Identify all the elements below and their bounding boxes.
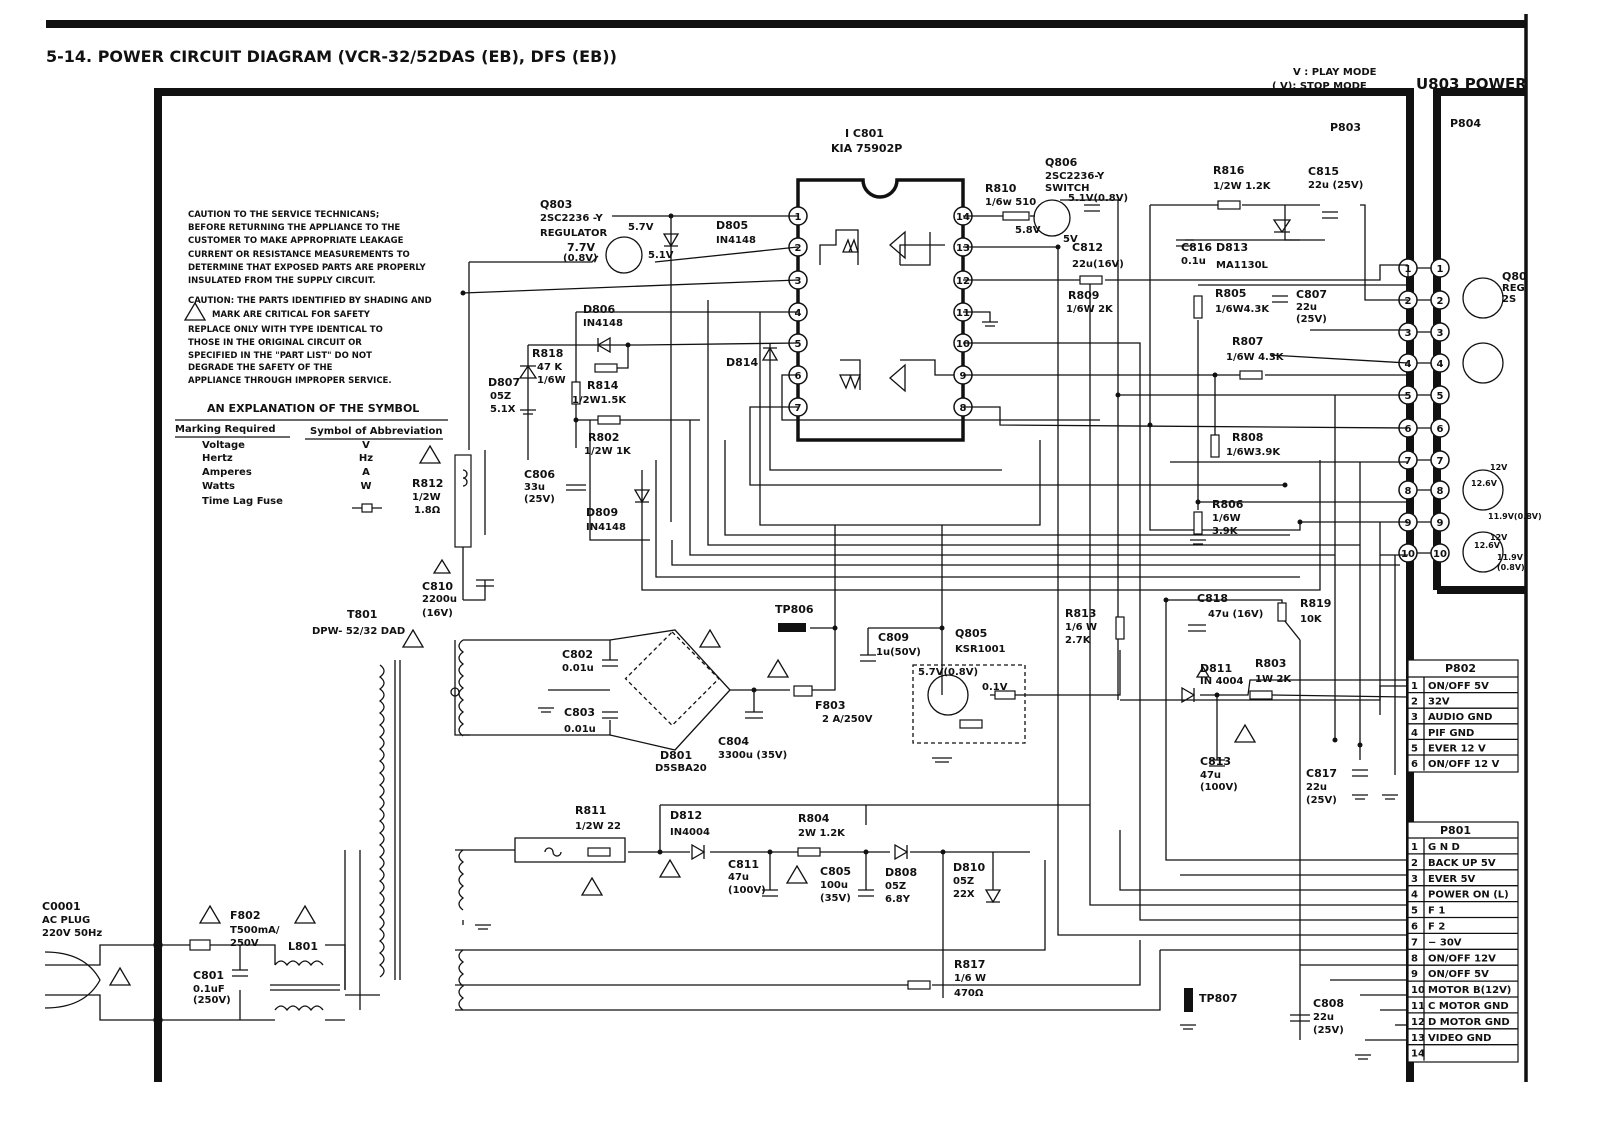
component-value: 5.8V	[1015, 225, 1041, 236]
component-ref: 7.7V	[567, 241, 595, 254]
p801-signal: F 1	[1428, 905, 1446, 917]
component-value: 5V	[1063, 234, 1078, 245]
component-ref: L801	[288, 940, 318, 953]
component-ref: D812	[670, 809, 703, 822]
component-ref: C810	[422, 580, 454, 593]
ic801-pin-number: 10	[956, 339, 970, 350]
p801-pin: 5	[1411, 905, 1418, 917]
component-value: (25V)	[524, 494, 555, 505]
component-ref: C811	[728, 858, 760, 871]
component-ref: TP807	[1199, 992, 1238, 1005]
component-value: (100V)	[1200, 782, 1238, 793]
component-ref: C802	[562, 648, 594, 661]
component-value: MA1130L	[1216, 260, 1268, 271]
component-value: 100u	[820, 880, 848, 891]
component-value: KSR1001	[955, 644, 1006, 655]
ic801-pin-number: 5	[794, 339, 802, 350]
component-value: (25V)	[1296, 314, 1327, 325]
p801-pin: 6	[1411, 921, 1418, 933]
component-value: 47u (16V)	[1208, 609, 1264, 620]
component-value: 2 A/250V	[822, 714, 873, 725]
p801-pin: 14	[1411, 1048, 1425, 1060]
component-value: 0.1V	[982, 682, 1008, 693]
component-value: 3300u (35V)	[718, 750, 788, 761]
component-value: 0.1u	[1181, 256, 1206, 267]
ic801-pin-number: 4	[794, 308, 802, 319]
component-ref: C805	[820, 865, 852, 878]
component-ref: 12V	[1490, 533, 1508, 542]
component-ref: R806	[1212, 498, 1244, 511]
ic801-pin-number: 2	[794, 243, 802, 254]
component-ref: R813	[1065, 607, 1097, 620]
component-ref: C818	[1197, 592, 1229, 605]
ic801	[798, 127, 963, 440]
component-ref: D805	[716, 219, 749, 232]
component-ref: R803	[1255, 657, 1287, 670]
component-ref: Q806	[1045, 156, 1078, 169]
component-ref: C803	[564, 706, 596, 719]
caution-line: SPECIFIED IN THE "PART LIST" DO NOT	[188, 351, 372, 361]
p802-signal: ON/OFF 12 V	[1428, 759, 1500, 770]
p801-signal: C MOTOR GND	[1428, 1001, 1509, 1012]
component-value: IN4148	[583, 318, 623, 329]
p803-pin-number: 3	[1404, 328, 1412, 339]
component-value: SWITCH	[1045, 183, 1090, 194]
ic801-pin-number: 3	[794, 276, 802, 287]
p804-pin-number: 5	[1436, 391, 1444, 402]
symbol-row-marking: Time Lag Fuse	[202, 496, 283, 507]
component-value: 22u	[1296, 302, 1318, 313]
component-ref: C804	[718, 735, 750, 748]
ic801-pins	[789, 207, 972, 416]
p802-signal: PIF GND	[1428, 727, 1475, 739]
component-value: 1/6 W	[954, 973, 987, 984]
component-value: 1/6W 4.3K	[1226, 352, 1284, 363]
p801-signal: POWER ON (L)	[1428, 889, 1509, 901]
component-ref: D811	[1200, 662, 1233, 675]
ic801-pin-number: 1	[794, 212, 802, 223]
p802-signal: ON/OFF 5V	[1428, 681, 1489, 692]
p801-signal: F 2	[1428, 921, 1446, 933]
component-ref: R816	[1213, 164, 1245, 177]
component-ref: T801	[347, 608, 378, 621]
p802-pin: 4	[1411, 727, 1418, 739]
p803-label: P803	[1330, 121, 1362, 134]
transformer-t801	[270, 640, 463, 1010]
p804-label: P804	[1450, 117, 1482, 130]
component-value: 2SC2236 -Y	[540, 213, 603, 224]
p804-pin-number: 8	[1436, 486, 1444, 497]
component-value: 6.8Y	[885, 894, 910, 905]
component-value: 1/2W 22	[575, 821, 621, 832]
p801-title: P801	[1440, 824, 1472, 837]
p803-pin-number: 10	[1401, 549, 1415, 560]
component-ref: D808	[885, 866, 918, 879]
component-value: 1W 2K	[1255, 674, 1292, 685]
component-ref: Q805	[955, 627, 988, 640]
component-ref: R805	[1215, 287, 1247, 300]
p803-pin-number: 2	[1404, 296, 1412, 307]
symbol-table	[175, 402, 448, 512]
p803-pin-number: 9	[1404, 518, 1412, 529]
p801-pin: 10	[1411, 985, 1425, 997]
p801-pin: 3	[1411, 873, 1418, 885]
ic801-pin-number: 9	[959, 371, 967, 382]
component-ref: R818	[532, 347, 564, 360]
component-ref: D813	[1216, 241, 1249, 254]
component-value: 1/2W 1K	[584, 446, 631, 457]
mode-legend-play: V : PLAY MODE	[1293, 67, 1377, 78]
component-value: REG	[1502, 283, 1525, 294]
component-value: 1/6w 510	[985, 197, 1037, 208]
symbol-row-marking: Amperes	[202, 467, 252, 478]
p802-pin: 3	[1411, 712, 1418, 724]
p802-signal: 32V	[1428, 696, 1450, 708]
diagram-title: 5-14. POWER CIRCUIT DIAGRAM (VCR-32/52DAS (EB), DFS (EB))	[46, 47, 617, 66]
p802-pin: 5	[1411, 743, 1418, 755]
p804-pin-number: 6	[1436, 424, 1444, 435]
symbol-row-marking: Hertz	[202, 453, 233, 464]
component-ref: C809	[878, 631, 910, 644]
component-ref: R802	[588, 431, 620, 444]
ic801-pin-number: 14	[956, 212, 970, 223]
component-value: 33u	[524, 482, 546, 493]
component-ref: C817	[1306, 767, 1338, 780]
ic801-pin-number: 13	[956, 243, 970, 254]
p802-pin: 1	[1411, 681, 1418, 692]
caution-line: DETERMINE THAT EXPOSED PARTS ARE PROPERLY	[188, 263, 426, 273]
component-value: 2S	[1502, 294, 1517, 305]
component-ref: R817	[954, 958, 986, 971]
symbol-row-abbreviation: V	[362, 440, 370, 451]
component-value: 3.9K	[1212, 526, 1238, 537]
component-ref: D807	[488, 376, 521, 389]
component-ref: C0001	[42, 900, 81, 913]
component-value: 05Z	[490, 391, 512, 402]
component-value: 0.01u	[562, 663, 594, 674]
caution-line: INSULATED FROM THE SUPPLY CIRCUIT.	[188, 276, 376, 286]
component-ref: R809	[1068, 289, 1100, 302]
component-ref: D806	[583, 303, 616, 316]
component-ref: D810	[953, 861, 986, 874]
component-ref: C806	[524, 468, 556, 481]
component-value: 47u	[728, 872, 750, 883]
caution-line: REPLACE ONLY WITH TYPE IDENTICAL TO	[188, 325, 383, 335]
p801-signal: D MOTOR GND	[1428, 1016, 1510, 1028]
component-ref: 12V	[1490, 463, 1508, 472]
p802-table	[1408, 660, 1518, 772]
component-value: 1/6W3.9K	[1226, 447, 1281, 458]
component-value: 2W 1.2K	[798, 828, 845, 839]
component-value: (0.8V)	[1497, 563, 1525, 572]
component-value: 47 K	[537, 362, 563, 373]
caution-line: THOSE IN THE ORIGINAL CIRCUIT OR	[188, 338, 362, 348]
component-ref: R811	[575, 804, 607, 817]
u803-header: U803 POWER	[1416, 75, 1527, 93]
caution-line: APPLIANCE THROUGH IMPROPER SERVICE.	[188, 376, 392, 386]
component-ref: R814	[587, 379, 619, 392]
component-ref: Q80	[1502, 270, 1527, 283]
caution-line: CAUTION: THE PARTS IDENTIFIED BY SHADING AND	[188, 296, 432, 306]
component-ref: D809	[586, 506, 619, 519]
component-ref: R807	[1232, 335, 1264, 348]
caution-line: CURRENT OR RESISTANCE MEASUREMENTS TO	[188, 250, 410, 260]
p801-signal: ON/OFF 12V	[1428, 953, 1496, 965]
symbol-row-marking: Watts	[202, 481, 235, 492]
component-value: 5.1V	[648, 250, 674, 261]
component-value: 5.7V	[628, 222, 654, 233]
p801-signal: ON/OFF 5V	[1428, 969, 1489, 981]
component-value: 22u (25V)	[1308, 180, 1364, 191]
component-value: (0.8V)	[563, 253, 598, 264]
component-ref: Q803	[540, 198, 573, 211]
symbol-row-abbreviation: W	[360, 481, 372, 492]
p801-pin: 13	[1411, 1032, 1425, 1044]
component-ref: C816	[1181, 241, 1213, 254]
component-value: 5.1V(0.8V)	[1068, 193, 1129, 204]
symbol-table-title: AN EXPLANATION OF THE SYMBOL	[207, 402, 420, 415]
component-value: (35V)	[820, 893, 851, 904]
component-value: 1u(50V)	[876, 647, 921, 658]
caution-note	[188, 210, 432, 386]
component-ref: C808	[1313, 997, 1345, 1010]
ic801-ref: I C801	[845, 127, 884, 140]
p802-pin: 2	[1411, 696, 1418, 708]
component-value: 22u(16V)	[1072, 259, 1124, 270]
p804-pin-number: 9	[1436, 518, 1444, 529]
component-value: 5.7V(0.8V)	[918, 667, 979, 678]
p801-signal: G N D	[1428, 842, 1460, 853]
component-value: REGULATOR	[540, 228, 608, 239]
caution-line: CUSTOMER TO MAKE APPROPRIATE LEAKAGE	[188, 236, 404, 246]
symbol-table-header-marking: Marking Required	[175, 424, 276, 435]
component-value: 5.1X	[490, 404, 516, 415]
p801-pin: 9	[1411, 969, 1418, 981]
ic801-pin-number: 12	[956, 276, 970, 287]
symbol-table-header-symbol: Symbol of Abbreviation	[310, 426, 443, 437]
p803-pin-number: 1	[1404, 264, 1412, 275]
component-value: 2.7K	[1065, 635, 1091, 646]
component-value: 1/6W	[537, 375, 566, 386]
p801-pin: 4	[1411, 889, 1418, 901]
component-ref: C815	[1308, 165, 1340, 178]
component-value: 11.9V(0.8V)	[1488, 512, 1542, 521]
component-ref: TP806	[775, 603, 814, 616]
component-value: 2200u	[422, 594, 457, 605]
component-value: 22X	[953, 889, 975, 900]
component-value: 2SC2236-Y	[1045, 171, 1105, 182]
p804-pin-number: 7	[1436, 456, 1444, 467]
p801-pin: 2	[1411, 857, 1418, 869]
component-value: 47u	[1200, 770, 1222, 781]
component-ref: R819	[1300, 597, 1332, 610]
component-value: IN4004	[670, 827, 710, 838]
component-value: 250V	[230, 938, 259, 949]
component-value: D5SBA20	[655, 763, 707, 774]
p804-pin-number: 4	[1436, 359, 1444, 370]
p804-pin-number: 10	[1433, 549, 1447, 560]
component-value: DPW- 52/32 DAD	[312, 626, 406, 637]
symbol-row-abbreviation: Hz	[358, 453, 374, 464]
component-value: 22u	[1306, 782, 1328, 793]
p801-pin: 1	[1411, 842, 1418, 853]
component-value: 12.6V	[1471, 479, 1497, 488]
ic801-pin-number: 7	[794, 403, 802, 414]
symbol-row-abbreviation: A	[362, 467, 370, 478]
p802-title: P802	[1445, 662, 1477, 675]
component-value: 1/6W 2K	[1066, 304, 1113, 315]
component-value: 12.6V	[1474, 541, 1500, 550]
p801-signal: EVER 5V	[1428, 873, 1476, 885]
component-value: 470Ω	[954, 988, 984, 999]
component-value: 0.1uF	[193, 984, 225, 995]
component-value: IN 4004	[1200, 676, 1244, 687]
component-value: (16V)	[422, 608, 453, 619]
p802-signal: AUDIO GND	[1428, 712, 1493, 724]
component-ref: R804	[798, 812, 830, 825]
p804-pin-number: 3	[1436, 328, 1444, 339]
p801-table	[1408, 822, 1518, 1062]
p803-pin-number: 4	[1404, 359, 1412, 370]
component-value: 11.9V	[1497, 553, 1523, 562]
component-value: 1/6 W	[1065, 622, 1098, 633]
component-value: 22u	[1313, 1012, 1335, 1023]
component-ref: F802	[230, 909, 261, 922]
component-ref: R812	[412, 477, 444, 490]
p802-pin: 6	[1411, 759, 1418, 770]
p801-pin: 8	[1411, 953, 1418, 965]
caution-line: DEGRADE THE SAFETY OF THE	[188, 363, 333, 373]
ic801-pin-number: 11	[956, 308, 970, 319]
component-value: 1/6W4.3K	[1215, 304, 1270, 315]
p803-pin-number: 8	[1404, 486, 1412, 497]
p801-signal: MOTOR B(12V)	[1428, 985, 1512, 997]
component-ref: C813	[1200, 755, 1232, 768]
component-value: 1/2W 1.2K	[1213, 181, 1271, 192]
ic801-part: KIA 75902P	[831, 142, 903, 155]
p801-pin: 12	[1411, 1016, 1425, 1028]
p801-pin: 7	[1411, 937, 1418, 949]
component-value: IN4148	[716, 235, 756, 246]
p801-signal: BACK UP 5V	[1428, 857, 1496, 869]
caution-line: CAUTION TO THE SERVICE TECHNICANS;	[188, 210, 380, 220]
component-value: 1/6W	[1212, 513, 1241, 524]
component-ref: R808	[1232, 431, 1264, 444]
symbol-row-marking: Voltage	[202, 440, 245, 451]
component-ref: D814	[726, 356, 759, 369]
component-value: (25V)	[1313, 1025, 1344, 1036]
p801-signal: − 30V	[1428, 937, 1462, 949]
ic801-pin-number: 6	[794, 371, 802, 382]
component-ref: R810	[985, 182, 1017, 195]
mode-legend-stop: ( V): STOP MODE	[1272, 81, 1367, 92]
p801-pin: 11	[1411, 1001, 1425, 1012]
p803-pin-number: 7	[1404, 456, 1412, 467]
p802-signal: EVER 12 V	[1428, 743, 1486, 755]
p804-pin-number: 2	[1436, 296, 1444, 307]
component-value: T500mA/	[230, 925, 280, 936]
p803-pin-number: 5	[1404, 391, 1412, 402]
component-value: (100V)	[728, 885, 766, 896]
component-value: AC PLUG	[42, 915, 91, 926]
component-value: 1.8Ω	[414, 505, 441, 516]
component-value: 1/2W1.5K	[572, 395, 627, 406]
component-value: (25V)	[1306, 795, 1337, 806]
component-value: (250V)	[193, 995, 231, 1006]
p804-pin-number: 1	[1436, 264, 1444, 275]
component-value: 220V 50Hz	[42, 928, 103, 939]
component-value: 05Z	[885, 881, 907, 892]
component-value: 0.01u	[564, 724, 596, 735]
component-ref: C801	[193, 969, 225, 982]
ic801-pin-number: 8	[959, 403, 967, 414]
component-value: 1/2W	[412, 492, 441, 503]
component-ref: C807	[1296, 288, 1328, 301]
component-ref: F803	[815, 699, 846, 712]
component-ref: D801	[660, 749, 693, 762]
component-value: 05Z	[953, 876, 975, 887]
p803-pin-number: 6	[1404, 424, 1412, 435]
component-value: 10K	[1300, 614, 1322, 625]
caution-line: BEFORE RETURNING THE APPLIANCE TO THE	[188, 223, 401, 233]
component-ref: C812	[1072, 241, 1104, 254]
caution-line: MARK ARE CRITICAL FOR SAFETY	[212, 310, 370, 320]
component-labels	[42, 156, 1542, 1036]
p801-signal: VIDEO GND	[1428, 1032, 1492, 1044]
component-value: IN4148	[586, 522, 626, 533]
